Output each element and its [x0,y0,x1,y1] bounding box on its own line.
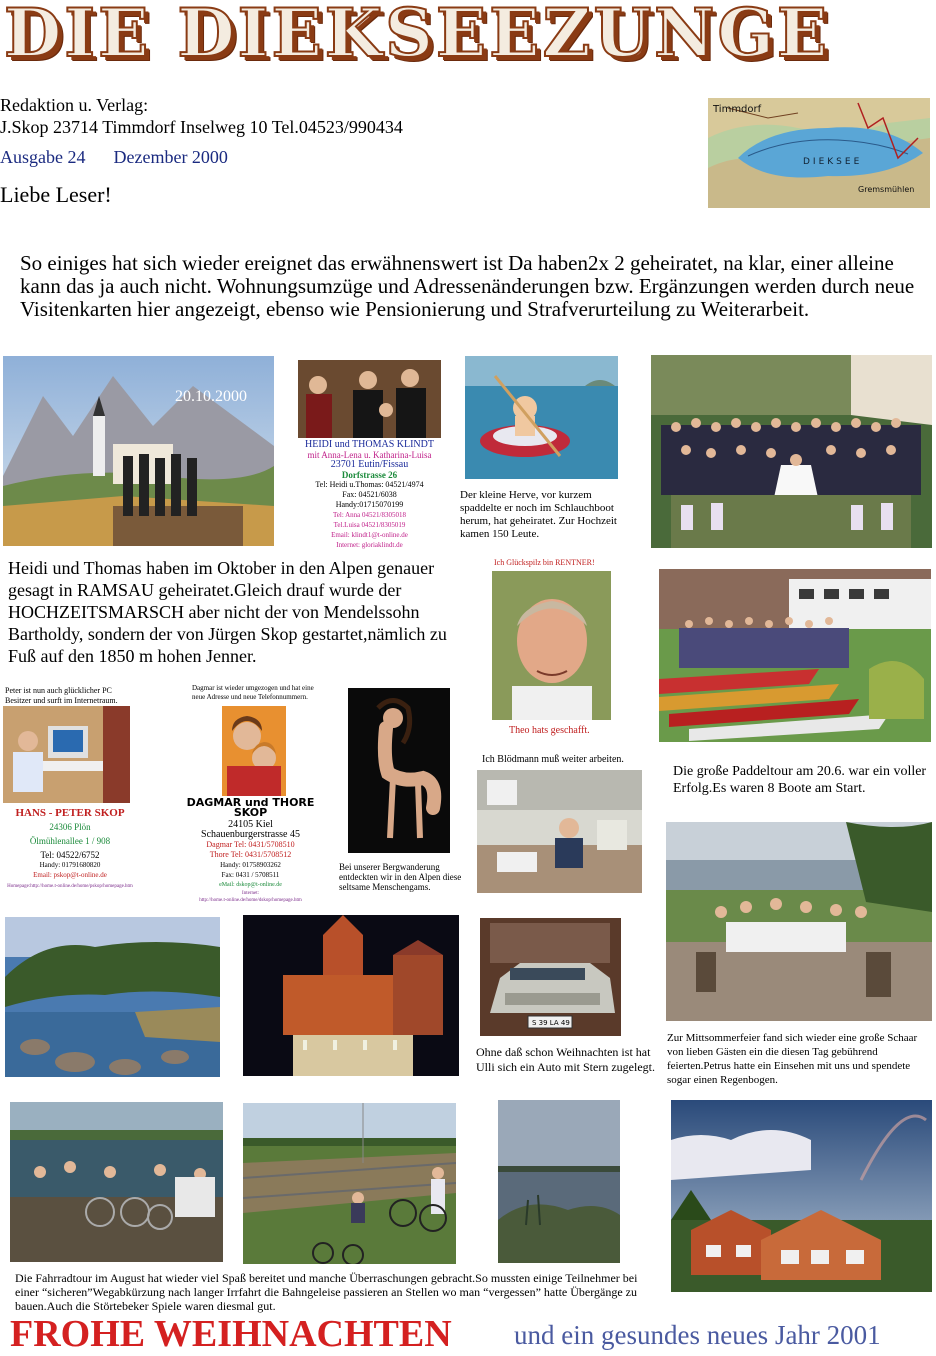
bike-tour-ferry-photo [10,1102,223,1262]
auto-caption: Ohne daß schon Weihnachten ist hat Ulli sich ein Auto mit Stern zugelegt. [476,1045,655,1074]
midsummer-party-photo [666,822,932,1021]
dagmar-internet: http://home.t-online.de/home/dskop/homepage.htm [199,898,302,903]
klindt-tel-luisa: Tel.Luisa 04521/8305019 [333,521,406,529]
peter-name: HANS - PETER SKOP [15,807,125,819]
dagmar-intro-caption: Dagmar ist wieder umgezogen und hat eine neue Adresse und neue Telefonnummern. [192,684,314,701]
lake-shore-photo [498,1100,620,1263]
car-plate: S 39 LA 49 [532,1019,570,1027]
klindt-names: HEIDI und THOMAS KLINDT [305,439,434,450]
klindt-handy: Handy:01715070199 [335,500,404,509]
intro-text: So einiges hat sich wieder ereignet das erwähnenswert ist Da haben2x 2 geheiratet, na klar, einer alleine kann das ja auch nicht. Wohnungsumzüge und Adressenänderungen bzw. Ergänzungen werden durch neue Visitenkarten hier angezeigt, ebenso wie Pensionierung und Strafverurteilung zu Weiterarbeit. [20,251,915,321]
dagmar-handy: Handy: 01758903262 [220,861,281,869]
map-image [708,98,930,208]
dagmar-email: eMail: dskop@t-online.de [219,882,282,888]
theo-portrait-photo [492,571,611,720]
coast-photo [5,917,220,1077]
peter-street: Ölmühlenallee 1 / 908 [29,836,111,846]
klindt-street: Dorfstrasse 26 [341,470,398,480]
klindt-internet: Internet: gloriaklindt.de [336,541,403,549]
dagmar-city: 24105 Kiel [228,819,273,830]
klindt-children: mit Anna-Lena u. Katharina-Luisa [307,450,432,460]
berg-caption: Bei unserer Bergwanderung entdeckten wir in den Alpen diese seltsame Menschengams. [339,862,462,892]
dagmar-names: DAGMAR und THORE SKOP [186,796,315,819]
stoertebeker-stage-photo [243,915,459,1076]
paddle-caption: Die große Paddeltour am 20.6. war ein voller Erfolg.Es waren 8 Boote am Start. [673,764,927,796]
peter-pc-caption: Peter ist nun auch glücklicher PC Besitzer und surft im Internetraum. [5,686,118,705]
dagmar-street: Schauenburgerstrasse 45 [201,829,300,840]
issue-number: Ausgabe 24 [0,147,86,167]
map-label-lake: DIEKSEE [803,157,863,167]
klindt-fax: Fax: 04521/6038 [342,490,397,499]
peter-handy: Handy: 01791680820 [39,861,101,869]
heidi-thomas-caption: Heidi und Thomas haben im Oktober in den Alpen genauer gesagt in RAMSAU geheiratet.Gleich drauf wurde der HOCHZEITSMARSCH aber nicht der von Mendelssohn Bartholdy, sondern der von Jürgen Skop gestartet,nämlich zu Fuß auf den 1850 m hohen Jenner. [8,558,447,666]
klindt-email: Email: klindt1@t-online.de [331,531,408,539]
midsummer-caption: Zur Mittsommerfeier fand sich wieder eine große Schaar von lieben Gästen ein die diesen Tag gebührend feierten.Petrus hatte ein Einsehen mit uns und spendete sogar einen Regenbogen. [667,1032,918,1086]
publisher-info [0,94,403,138]
klindt-business-card [288,440,451,550]
christmas-greeting: FROHE WEIHNACHTEN [10,1313,452,1355]
thore-tel: Thore Tel: 0431/5708512 [209,850,292,859]
issue-line [0,147,256,168]
publisher-label: Redaktion u. Verlag: [0,95,149,115]
dagmar-fax: Fax: 0431 / 5708511 [221,871,280,879]
greeting: Liebe Leser! [0,182,112,207]
paddle-tour-photo [659,569,931,742]
bike-tour-caption: Die Fahrradtour im August hat wieder viel Spaß bereitet und manche Überraschungen gebracht.So mussten einige Teilnehmer bei einer “sicheren”Wegabkürzung nach langer Irrfahrt die Bahngeleise passieren an Stellen wo man “vergessen” hatte Übergänge zu bauen.Auch die Störtebeker Spiele waren diesmal gut. [15,1271,638,1313]
office-work-photo [477,770,642,893]
herve-wedding-group-photo [651,355,932,548]
publisher-address: J.Skop 23714 Timmdorf Inselweg 10 Tel.04523/990434 [0,117,403,137]
issue-date: Dezember 2000 [113,147,228,167]
peter-pc-photo [3,706,130,803]
dagmar-internet-label: Internet: [242,891,259,896]
bloedmann-caption: Ich Blödmann muß weiter arbeiten. [482,754,624,765]
klindt-tel: Tel: Heidi u.Thomas: 04521/4974 [315,480,424,489]
herve-caption: Der kleine Herve, vor kurzem spaddelte er noch im Schlauchboot herum, hat geheiratet. Zur Hochzeit kamen 150 Leute. [460,489,617,540]
rentner-heading: Ich Glückspilz bin RENTNER! [494,558,595,567]
peter-city: 24306 Plön [49,822,91,832]
mountain-figure-photo [348,688,450,853]
peter-homepage: Homepage:http://home.t-online.de/home/pskop/homepage.htm [7,884,133,889]
new-year-greeting: und ein gesundes neues Jahr 2001 [514,1320,881,1350]
herve-boat-photo [465,356,618,479]
map-label-top: Timmdorf [713,104,762,115]
peter-email: Email: pskop@t-online.de [33,871,107,879]
theo-caption: Theo hats geschafft. [509,725,590,736]
wedding-alps-photo [3,356,274,546]
klindt-tel-anna: Tel: Anna 04521/8305018 [332,511,406,519]
peter-tel: Tel: 04522/6752 [40,850,100,860]
klindt-family-photo [298,360,441,438]
mercedes-car-photo [480,918,621,1036]
klindt-city: 23701 Eutin/Fissau [330,459,409,470]
house-rainbow-photo [671,1100,932,1292]
peter-business-card [0,808,140,890]
dagmar-tel: Dagmar Tel: 0431/5708510 [206,840,295,849]
newsletter-title: DIE DIEKSEEZUNGE [4,0,831,72]
railway-track-photo [243,1103,456,1264]
map-label-right: Gremsmühlen [858,185,915,194]
dagmar-business-card [168,798,333,904]
dagmar-thore-photo [222,706,286,796]
wedding-date-overlay: 20.10.2000 [175,388,247,405]
